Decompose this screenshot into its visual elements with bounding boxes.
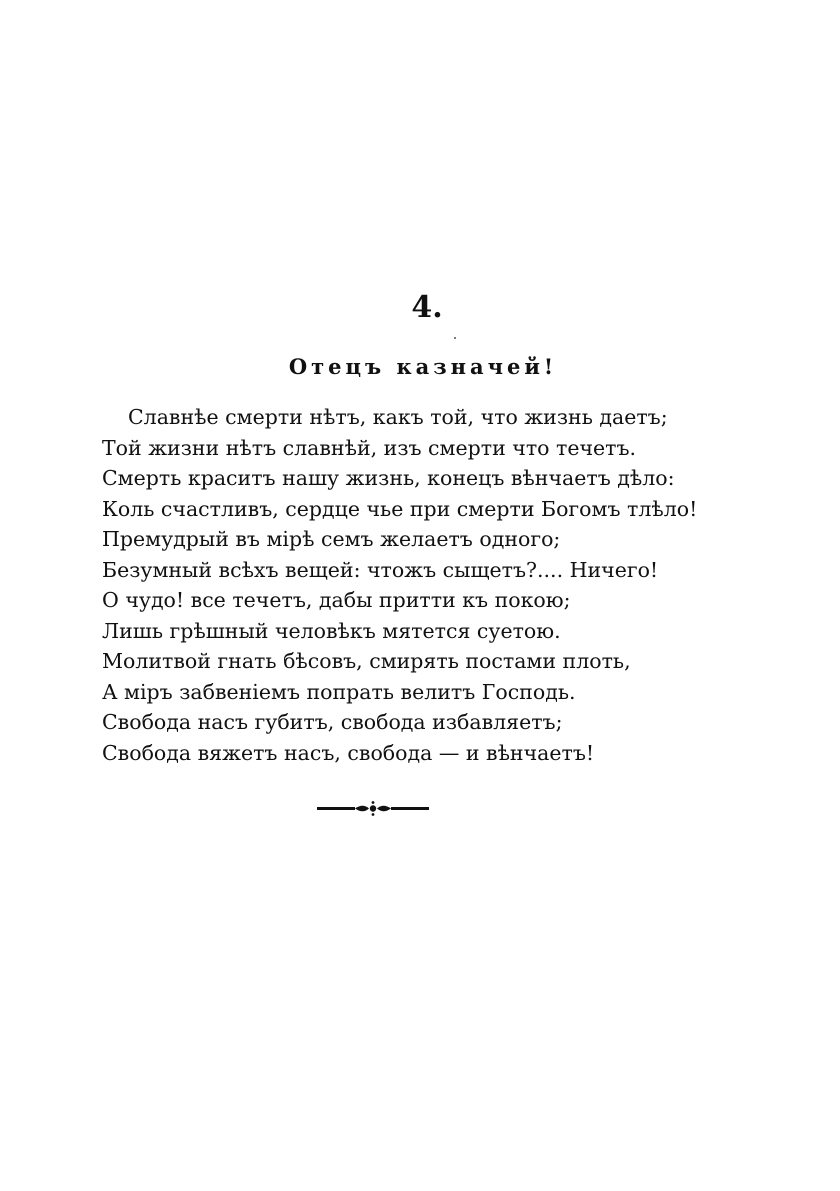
poem-number: 4.: [411, 290, 443, 325]
poem-line: Молитвой гнать бѣсовъ, смирять постами плоть,: [102, 649, 631, 673]
poem-body: [102, 402, 698, 768]
poem-line: Коль счастливъ, сердце чье при смерти Богомъ тлѣло!: [102, 496, 698, 521]
poem-title: Отецъ казначей!: [288, 354, 558, 379]
poem-line: Премудрый въ мірѣ семъ желаетъ одного;: [102, 527, 561, 551]
poem-line: Свобода насъ губитъ, свобода избавляетъ;: [102, 710, 563, 734]
poem-line: Лишь грѣшный человѣкъ мятется суетою.: [102, 618, 561, 643]
poem-line: А міръ забвеніемъ попрать велитъ Господь.: [102, 679, 576, 704]
poem-line: Безумный всѣхъ вещей: чтожъ сыщетъ?.... Ничего!: [102, 557, 659, 582]
poem-line: Свобода вяжетъ насъ, свобода — и вѣнчаетъ!: [102, 740, 595, 765]
poem-line: Славнѣе смерти нѣтъ, какъ той, что жизнь даетъ;: [128, 405, 668, 429]
poem-line: Смерть краситъ нашу жизнь, конецъ вѣнчаетъ дѣло:: [102, 466, 675, 490]
poem-line: Той жизни нѣтъ славнѣй, изъ смерти что течетъ.: [102, 435, 637, 460]
poem-line: О чудо! все течетъ, дабы притти къ покою;: [102, 588, 571, 612]
horizontal-rule-flourish-icon: [317, 797, 429, 819]
print-speck: [454, 337, 456, 339]
